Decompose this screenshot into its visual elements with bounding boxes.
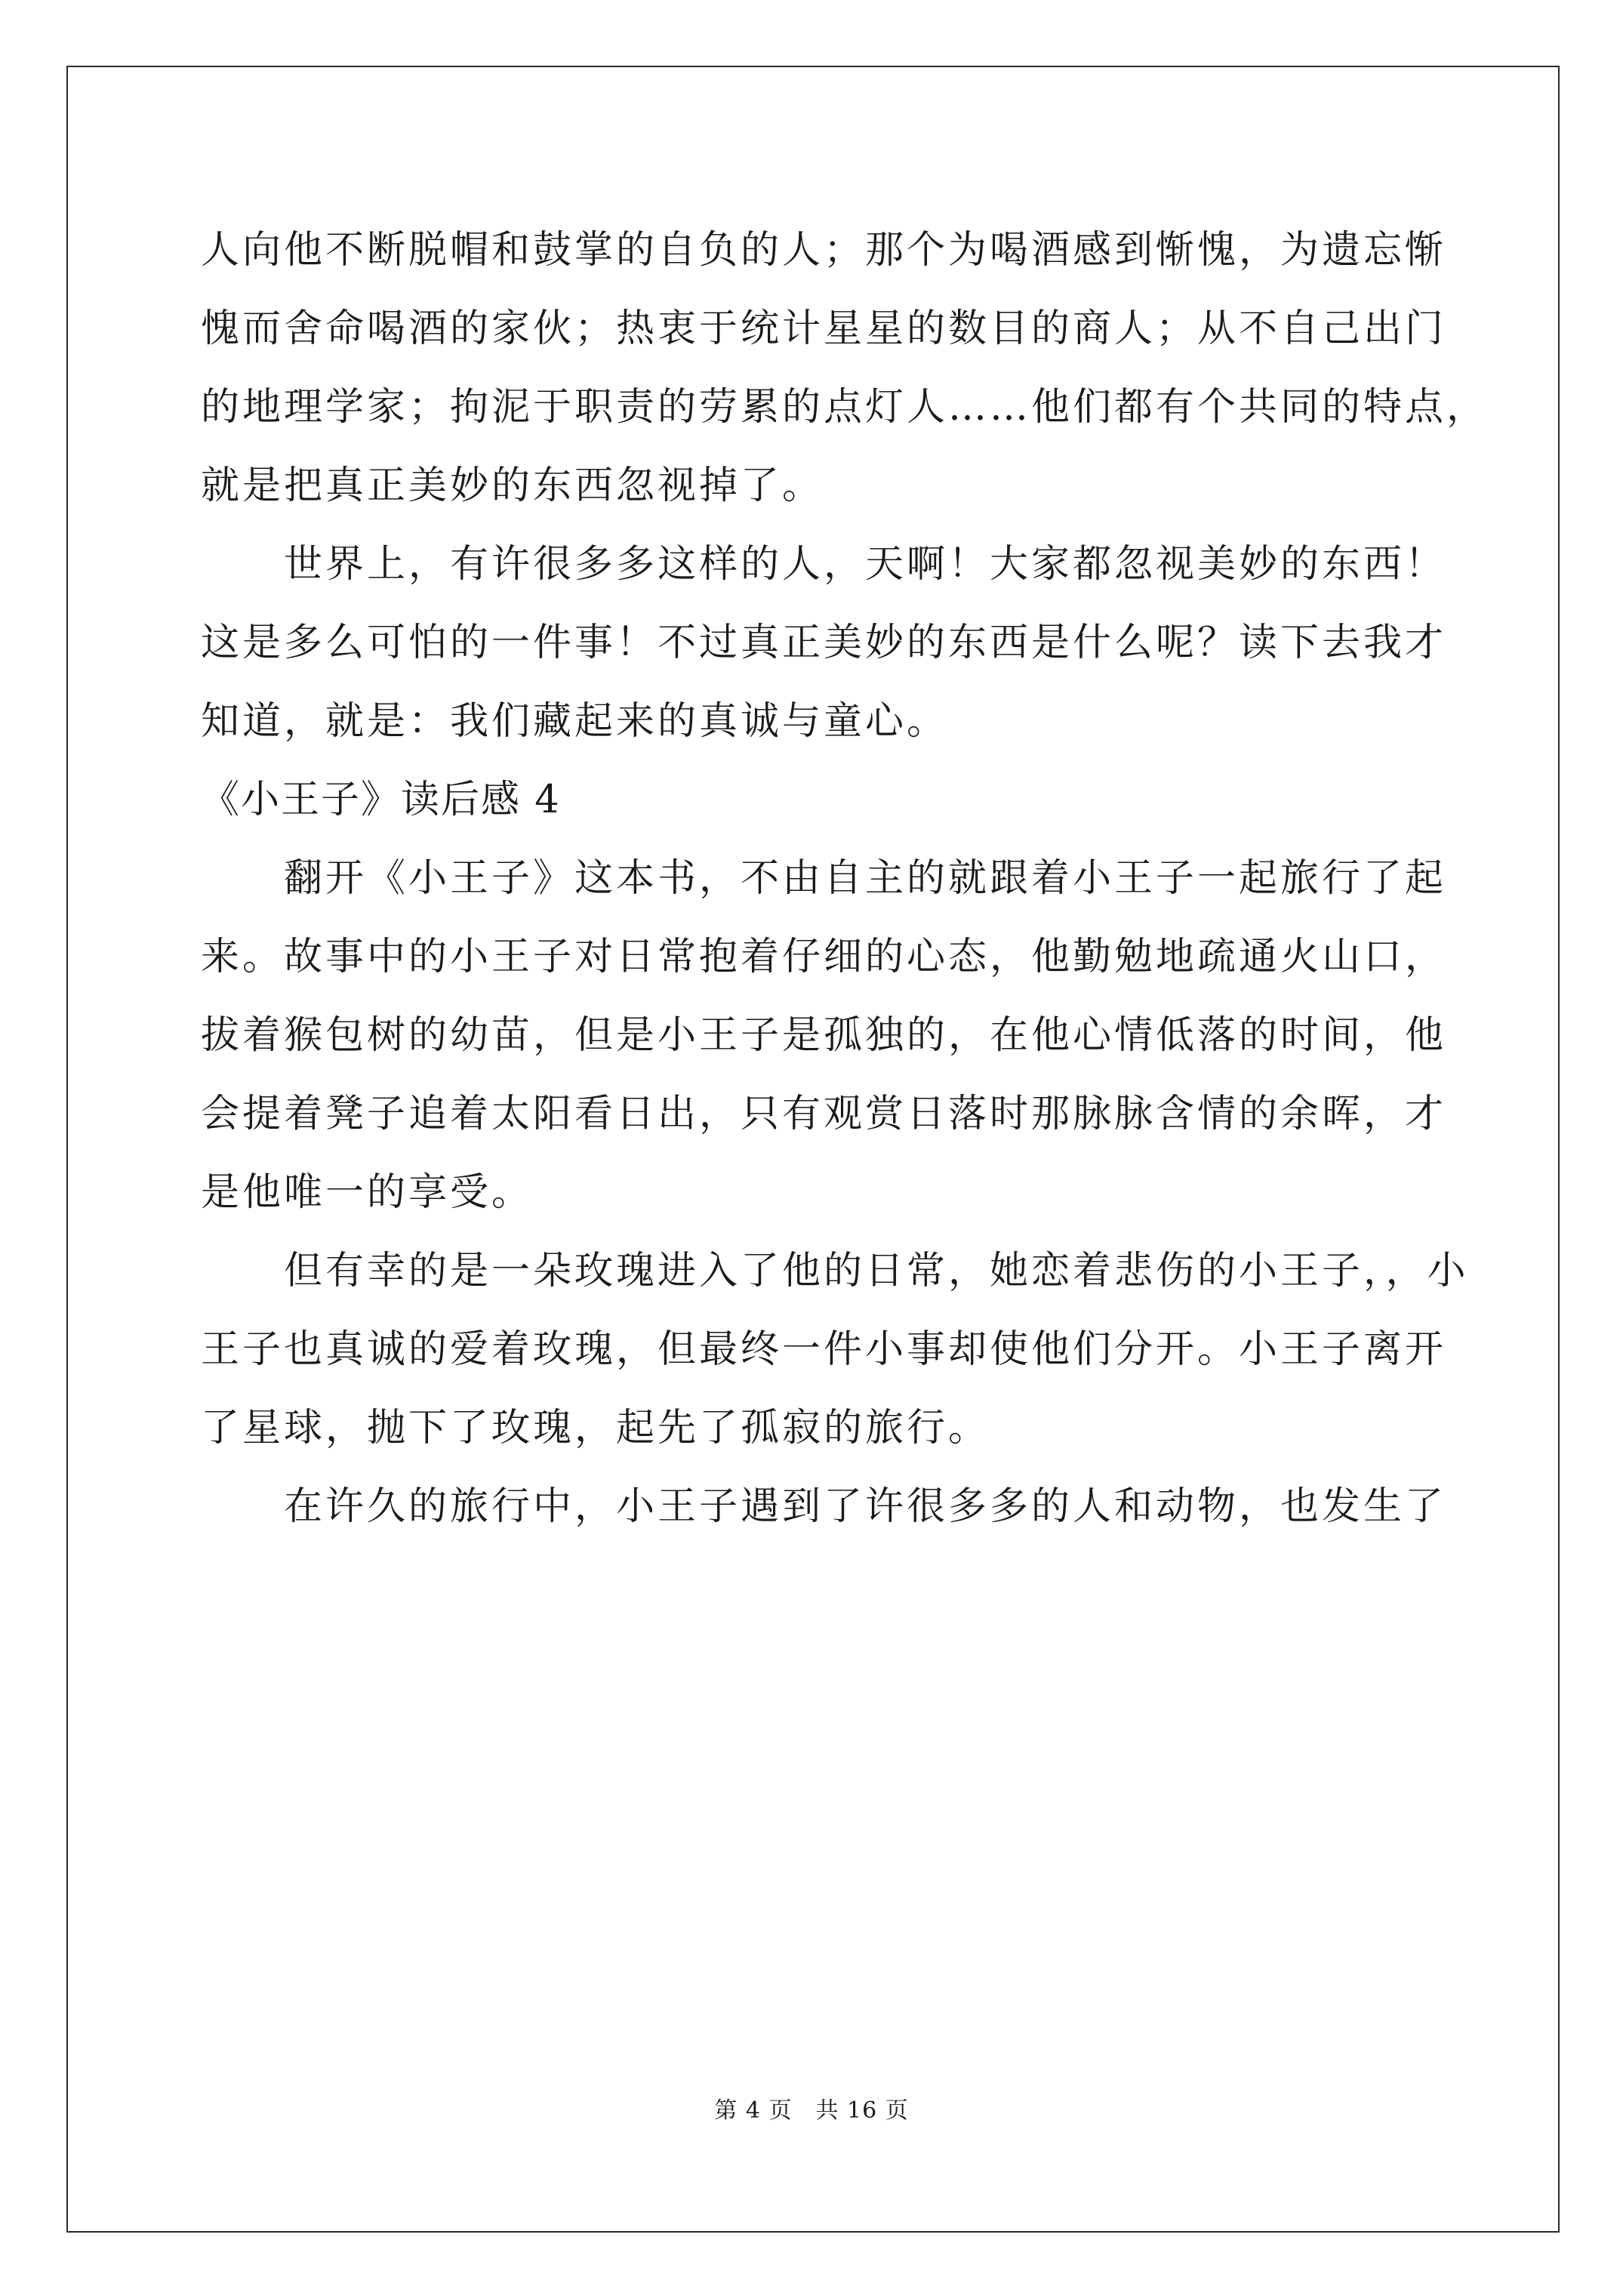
text-line: 知道，就是：我们藏起来的真诚与童心。 — [201, 699, 949, 744]
paragraph-start-line: 翻开《小王子》这本书，不由自主的就跟着小王子一起旅行了起 — [284, 856, 1447, 901]
text-line: 这是多么可怕的一件事！不过真正美妙的东西是什么呢？读下去我才 — [201, 621, 1447, 665]
text-line: 愧而舍命喝酒的家伙；热衷于统计星星的数目的商人；从不自己出门 — [201, 307, 1447, 351]
text-line: 是他唯一的享受。 — [201, 1170, 534, 1215]
document-body — [201, 211, 1489, 1546]
text-line: 了星球，抛下了玫瑰，起先了孤寂的旅行。 — [201, 1406, 990, 1450]
paragraph-start-line: 世界上，有许很多多这样的人，天啊！大家都忽视美妙的东西！ — [284, 542, 1447, 587]
section-heading: 《小王子》读后感 4 — [201, 778, 561, 822]
text-line: 拔着猴包树的幼苗，但是小王子是孤独的，在他心情低落的时间，他 — [201, 1013, 1447, 1058]
paragraph-start-line: 在许久的旅行中，小王子遇到了许很多多的人和动物，也发生了 — [284, 1484, 1447, 1529]
text-line: 的地理学家；拘泥于职责的劳累的点灯人……他们都有个共同的特点， — [201, 385, 1489, 430]
paragraph-start-line: 但有幸的是一朵玫瑰进入了他的日常，她恋着悲伤的小王子，，小 — [284, 1249, 1469, 1293]
text-line: 就是把真正美妙的东西忽视掉了。 — [201, 464, 824, 508]
text-line: 会提着凳子追着太阳看日出，只有观赏日落时那脉脉含情的余晖，才 — [201, 1092, 1447, 1136]
text-line: 来。故事中的小王子对日常抱着仔细的心态，他勤勉地疏通火山口， — [201, 935, 1447, 979]
text-line: 人向他不断脱帽和鼓掌的自负的人；那个为喝酒感到惭愧，为遗忘惭 — [201, 228, 1447, 273]
page-number-footer: 第 4 页 共 16 页 — [714, 2097, 909, 2124]
text-line: 王子也真诚的爱着玫瑰，但最终一件小事却使他们分开。小王子离开 — [201, 1327, 1447, 1372]
